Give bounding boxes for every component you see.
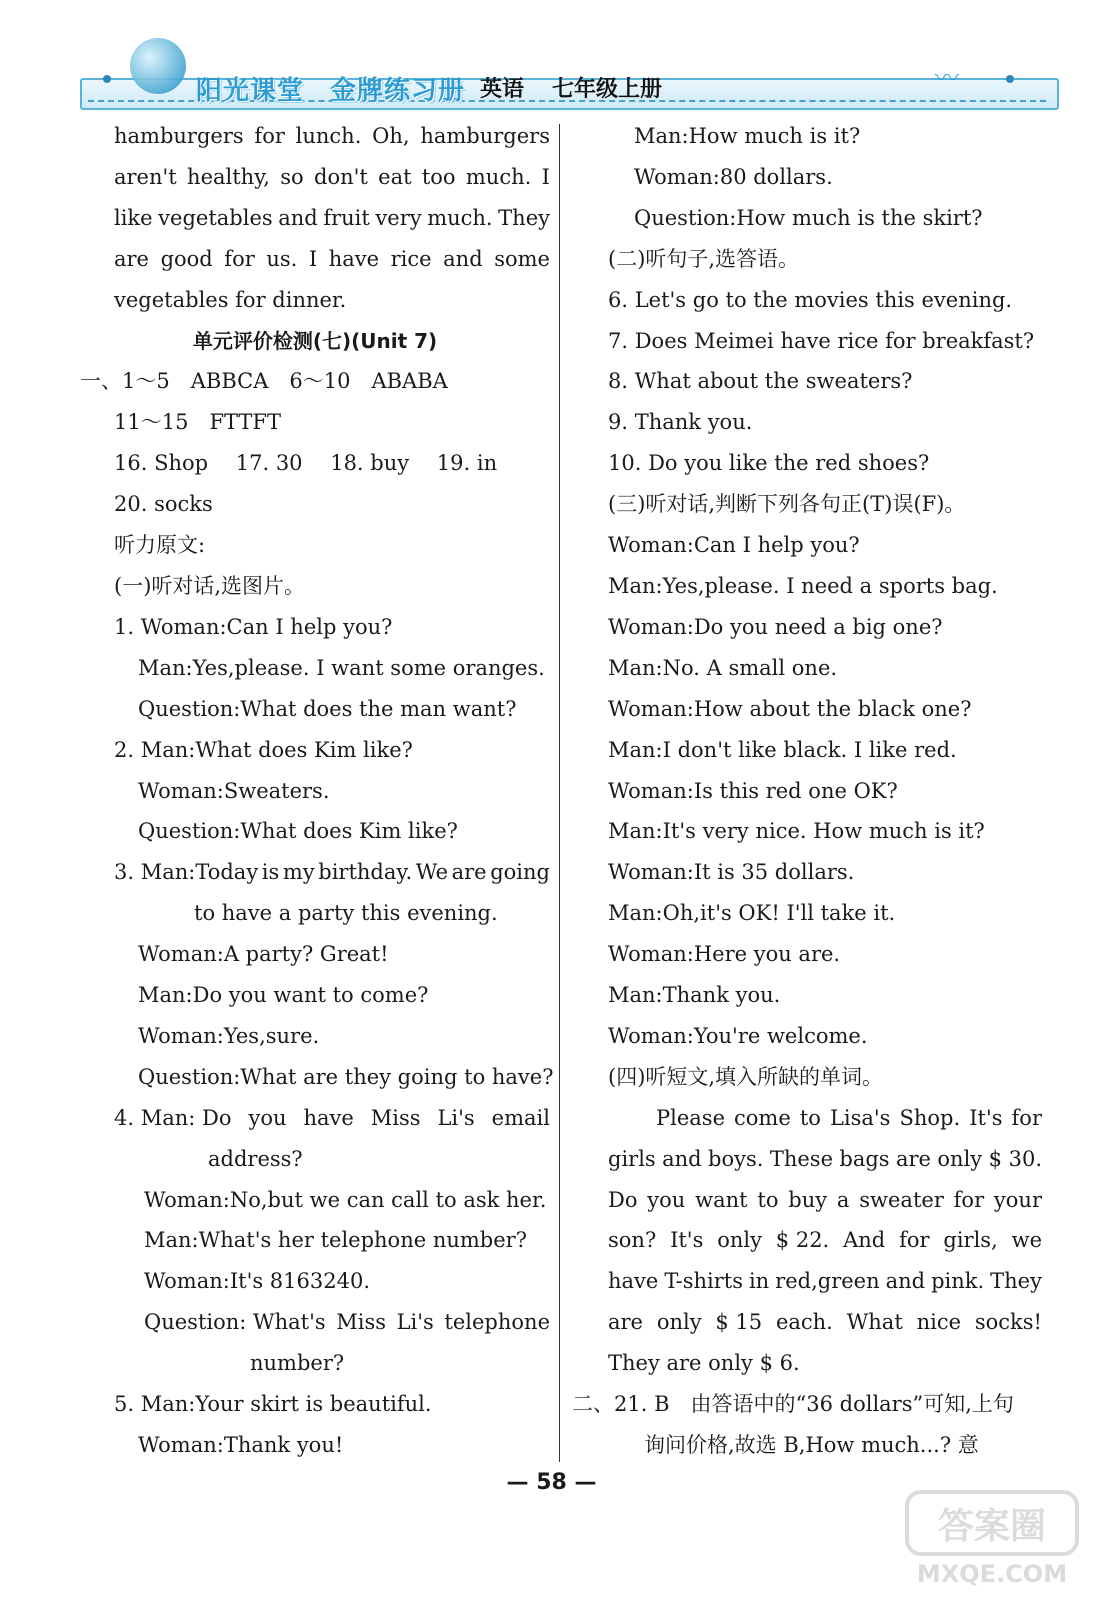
word: $ 22. <box>775 1228 830 1253</box>
word: hamburgers <box>114 124 244 148</box>
word: is <box>261 860 280 885</box>
answer-line: 20. socks <box>114 492 213 517</box>
word: red,green <box>775 1269 880 1294</box>
dialogue-line: 5. Man:Your skirt is beautiful. <box>114 1392 432 1417</box>
word: lunch. <box>295 124 362 148</box>
dialogue-line: Woman:80 dollars. <box>634 164 833 189</box>
brand-name: 阳光课堂 <box>196 76 305 106</box>
dialogue-line: Woman:No,but we can call to ask her. <box>144 1187 547 1212</box>
word: son? <box>608 1228 657 1253</box>
word: girls <box>608 1146 656 1171</box>
word: I <box>308 246 318 271</box>
sentence-line: 8. What about the sweaters? <box>608 369 913 394</box>
word: nice <box>916 1310 962 1335</box>
word: Shop. <box>899 1105 961 1130</box>
word: Miss <box>336 1310 387 1335</box>
dialogue-line: Man:I don't like black. I like red. <box>608 737 957 762</box>
text-line <box>80 157 550 198</box>
word: you <box>248 1105 287 1130</box>
dialogue-line: Woman:You're welcome. <box>608 1023 868 1048</box>
dialogue-line: 1. Woman:Can I help you? <box>114 614 393 639</box>
word: email <box>491 1105 550 1130</box>
word: Question: What's <box>144 1310 326 1335</box>
passage-line <box>572 1180 1042 1221</box>
word: for <box>1011 1105 1042 1130</box>
dialogue-line: Man:Yes,please. I want some oranges. <box>138 655 545 680</box>
word: to <box>757 1187 779 1212</box>
dialogue-line: Question:What are they going to have? <box>138 1064 554 1089</box>
word: Li's <box>396 1310 434 1335</box>
word: Oh, <box>372 124 410 148</box>
word: pink. <box>931 1269 985 1294</box>
subject-label: 英语 <box>480 77 525 102</box>
word: us. <box>266 246 298 271</box>
dialogue-line: Question:What does the man want? <box>138 696 517 721</box>
word: I <box>541 164 550 189</box>
word: are <box>114 246 149 271</box>
dialogue-line: Woman:How about the black one? <box>608 696 972 721</box>
dialogue-line: Woman:It's 8163240. <box>144 1269 370 1294</box>
answer-line: 11～15 FTTFT <box>114 410 281 435</box>
word: you <box>647 1187 686 1212</box>
word: and <box>278 205 318 230</box>
word: good <box>160 246 213 271</box>
word: going <box>490 860 550 885</box>
word: come <box>734 1105 791 1130</box>
answer-line: 16. Shop 17. 30 18. buy 19. in <box>114 451 498 476</box>
text-line <box>80 239 550 280</box>
dialogue-line: Question:How much is the skirt? <box>634 205 983 230</box>
column-divider <box>559 124 560 1462</box>
passage-line <box>572 1220 1042 1261</box>
word: want <box>695 1187 748 1212</box>
word: They <box>498 205 550 230</box>
word: for <box>254 124 285 148</box>
word: very <box>375 205 422 230</box>
word: much. <box>465 164 532 189</box>
word: $ 15 <box>715 1310 763 1335</box>
word: socks! <box>974 1310 1042 1335</box>
dialogue-line: to have a party this evening. <box>194 901 498 926</box>
word: We <box>415 860 449 885</box>
word: birthday. <box>318 860 413 885</box>
word: have <box>608 1269 659 1294</box>
word: are <box>896 1146 931 1171</box>
dialogue-line <box>80 852 550 893</box>
word: vegetables <box>158 205 273 230</box>
word: my <box>282 860 315 885</box>
word: buy <box>788 1187 828 1212</box>
word: eat <box>378 164 412 189</box>
passage-line <box>572 1261 1042 1302</box>
section-heading: (二)听句子,选答语。 <box>608 246 800 271</box>
dialogue-line: Question:What does Kim like? <box>138 819 458 844</box>
word: and <box>885 1269 926 1294</box>
section-heading: (四)听短文,填入所缺的单词。 <box>608 1064 884 1089</box>
word: like <box>114 205 153 230</box>
word: These <box>769 1146 833 1171</box>
word: for <box>224 246 255 271</box>
word: too <box>421 164 456 189</box>
svg-text:答案圈: 答案圈 <box>937 1506 1047 1547</box>
word: in <box>748 1269 770 1294</box>
section-heading: 听力原文: <box>114 533 206 558</box>
birds-icon: 〰︎ <box>935 64 965 92</box>
section-heading: (一)听对话,选图片。 <box>114 573 306 598</box>
word: much. <box>427 205 493 230</box>
dialogue-line: Woman:Sweaters. <box>138 778 330 803</box>
product-name: 金牌练习册 <box>330 76 466 106</box>
word: Li's <box>437 1105 475 1130</box>
word: rice <box>390 246 432 271</box>
watermark-logo <box>905 1488 1080 1588</box>
dialogue-line: Man:Do you want to come? <box>138 983 429 1008</box>
word: They <box>990 1269 1042 1294</box>
word: Please <box>656 1105 725 1130</box>
word: some <box>494 246 550 271</box>
word: your <box>993 1187 1042 1212</box>
word: healthy, <box>187 164 270 189</box>
word: only <box>717 1228 762 1253</box>
word: only <box>656 1310 702 1335</box>
sentence-line: 9. Thank you. <box>608 410 753 435</box>
dialogue-line: Man:No. A small one. <box>608 655 838 680</box>
word: are <box>608 1310 643 1335</box>
dialogue-line: Man:How much is it? <box>634 124 861 148</box>
word: for <box>953 1187 985 1212</box>
word: T-shirts <box>664 1269 743 1294</box>
text-line <box>80 198 550 239</box>
text-line <box>80 116 550 157</box>
word: hamburgers <box>420 124 550 148</box>
sentence-line: 10. Do you like the red shoes? <box>608 451 930 476</box>
dialogue-line: address? <box>208 1146 303 1171</box>
word: and <box>662 1146 702 1171</box>
explanation-line: 询问价格,故选 B,How much...? 意 <box>644 1433 979 1457</box>
dot-icon <box>103 75 111 83</box>
dialogue-line: Man:What's her telephone number? <box>144 1228 527 1253</box>
passage-line <box>572 1098 1042 1139</box>
dialogue-line: Woman:A party? Great! <box>138 942 389 967</box>
dialogue-line: Woman:Do you need a big one? <box>608 614 943 639</box>
dot-icon <box>1006 75 1014 83</box>
word: Miss <box>370 1105 421 1130</box>
section-heading: (三)听对话,判断下列各句正(T)误(F)。 <box>608 492 966 517</box>
passage-line <box>572 1139 1042 1180</box>
dialogue-line: Woman:Here you are. <box>608 942 841 967</box>
dialogue-line: Man:Yes,please. I need a sports bag. <box>608 573 998 598</box>
word: $ 30. <box>988 1146 1042 1171</box>
dialogue-line <box>80 1302 550 1343</box>
word: It's <box>670 1228 704 1253</box>
dialogue-line: Woman:Can I help you? <box>608 533 860 558</box>
word: aren't <box>114 164 177 189</box>
dialogue-line: Woman:Is this red one OK? <box>608 778 898 803</box>
word: and <box>443 246 483 271</box>
passage-line: They are only $ 6. <box>608 1351 800 1376</box>
word: to <box>799 1105 821 1130</box>
grade-label: 七年级上册 <box>552 77 663 102</box>
answer-line: 一、1～5 ABBCA 6～10 ABABA <box>80 369 448 394</box>
sentence-line: 7. Does Meimei have rice for breakfast? <box>608 328 1035 353</box>
page-header <box>0 0 1103 120</box>
word: are <box>451 860 487 885</box>
word: each. <box>775 1310 833 1335</box>
word: boys. <box>708 1146 764 1171</box>
word: sweater <box>859 1187 944 1212</box>
word: have <box>303 1105 354 1130</box>
word: telephone <box>444 1310 550 1335</box>
word: Lisa's <box>829 1105 891 1130</box>
dialogue-line: Man:Thank you. <box>608 983 781 1008</box>
word: for <box>899 1228 930 1253</box>
unit-title: 单元评价检测(七)(Unit 7) <box>192 328 438 353</box>
dialogue-line: Woman:Yes,sure. <box>138 1023 320 1048</box>
word: so <box>280 164 304 189</box>
word: bags <box>839 1146 890 1171</box>
page-number: — 58 — <box>506 1470 597 1495</box>
dialogue-line: 2. Man:What does Kim like? <box>114 737 413 762</box>
dialogue-line: number? <box>250 1351 345 1376</box>
word: What <box>846 1310 903 1335</box>
word: And <box>843 1228 886 1253</box>
dialogue-line: Woman:Thank you! <box>138 1433 344 1457</box>
dialogue-line: Woman:It is 35 dollars. <box>608 860 855 885</box>
word: only <box>937 1146 983 1171</box>
explanation-line: 二、21. B 由答语中的“36 dollars”可知,上句 <box>572 1392 1014 1417</box>
dialogue-line: Man:It's very nice. How much is it? <box>608 819 985 844</box>
word: we <box>1011 1228 1042 1253</box>
word: have <box>328 246 380 271</box>
word: girls, <box>943 1228 998 1253</box>
word: Do <box>608 1187 638 1212</box>
left-column <box>80 116 554 1466</box>
passage-line <box>572 1302 1042 1343</box>
word: It's <box>969 1105 1003 1130</box>
dialogue-line: Man:Oh,it's OK! I'll take it. <box>608 901 896 926</box>
word: fruit <box>323 205 370 230</box>
right-column <box>572 116 1042 1466</box>
sentence-line: 6. Let's go to the movies this evening. <box>608 287 1013 312</box>
word: 4. Man: Do <box>114 1105 232 1130</box>
text-line: vegetables for dinner. <box>114 287 347 312</box>
svg-text:MXQE.COM: MXQE.COM <box>916 1560 1068 1588</box>
word: 3. Man:Today <box>114 860 259 885</box>
dialogue-line <box>80 1098 550 1139</box>
word: a <box>836 1187 850 1212</box>
word: don't <box>314 164 368 189</box>
globe-icon <box>130 38 186 94</box>
